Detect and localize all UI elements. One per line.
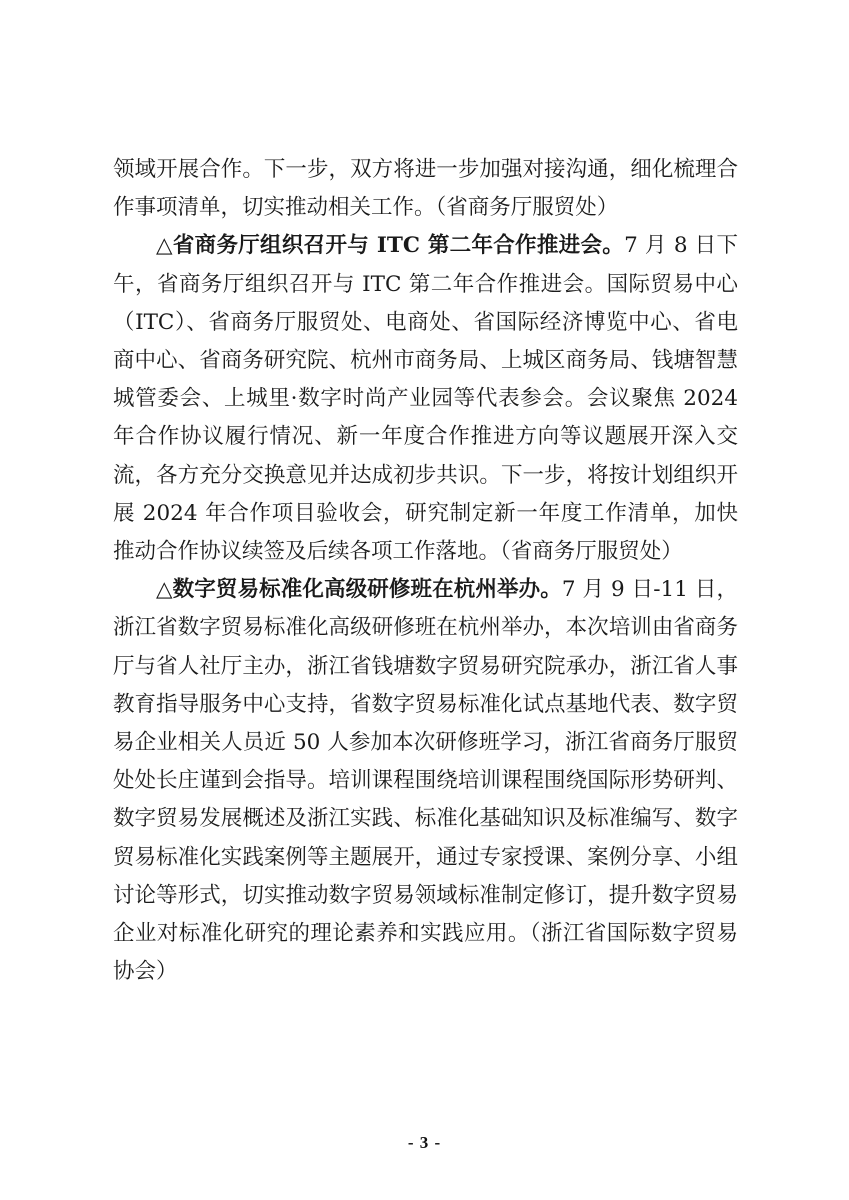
page-number: - 3 - [407, 1133, 442, 1152]
continued-paragraph [113, 151, 738, 227]
news-item-training-class [113, 571, 738, 991]
news-item-source: （省商务厅服贸处） [500, 539, 683, 565]
paragraph-source: （省商务厅服贸处） [435, 195, 619, 221]
news-item-body: 7 月 9 日-11 日，浙江省数字贸易标准化高级研修班在杭州举办，本次培训由省商务厅与省人社厅主办，浙江省钱塘数字贸易研究院承办，浙江省人事教育指导服务中心支持，省数字贸易标准化试点基地代表、数字贸易企业相关人员近 50 人参加本次研修班学习，浙江省商务厅服贸处处长庄谨到会指导。培训课程围绕培训课程围绕国际形势研判、数字贸易发展概述及浙江实践、标准化基础知识及标准编写、数字贸易标准化实践案例等主题展开，通过专家授课、案例分享、小组讨论等形式，切实推动数字贸易领域标准制定修订，提升数字贸易企业对标准化研究的理论素养和实践应用。 [113, 577, 738, 947]
news-item-heading: △省商务厅组织召开与 ITC 第二年合作推进会。 [156, 233, 625, 259]
news-item-itc-meeting [113, 227, 738, 571]
news-item-heading: △数字贸易标准化高级研修班在杭州举办。 [156, 577, 562, 603]
news-item-body: 7 月 8 日下午，省商务厅组织召开与 ITC 第二年合作推进会。国际贸易中心（ITC）、省商务厅服贸处、电商处、省国际经济博览中心、省电商中心、省商务研究院、杭州市商务局、上城区商务局、钱塘智慧城管委会、上城里·数字时尚产业园等代表参会。会议聚焦 2024 年合作协议履行情况、新一年度合作推进方向等议题展开深入交流，各方充分交换意见并达成初步共识。下一步，将按计划组织开展 2024 年合作项目验收会，研究制定新一年度工作清单，加快推动合作协议续签及后续各项工作落地。 [113, 233, 738, 565]
document-body [113, 151, 738, 991]
news-item-source: （浙江省国际数字贸易协会） [113, 921, 738, 985]
paragraph-text: 领域开展合作。下一步，双方将进一步加强对接沟通，细化梳理合作事项清单，切实推动相关工作。 [113, 157, 738, 221]
